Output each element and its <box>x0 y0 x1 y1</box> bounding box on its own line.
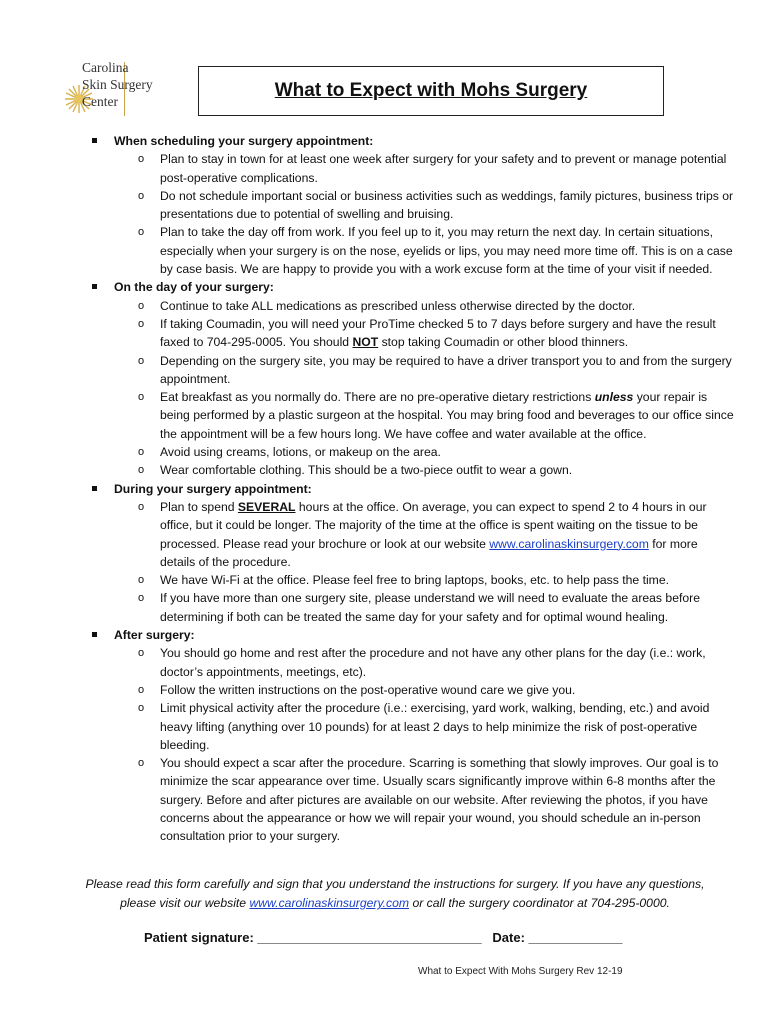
list-item <box>0 699 770 754</box>
item-text: your repair is being performed by a plastic surgeon at the hospital. You may bring food and beverages to our office since the appointment will be a few hours long. We have coffee and water available at the office. <box>160 390 734 441</box>
circle-bullet-icon: o <box>138 757 145 770</box>
square-bullet-icon <box>92 632 97 637</box>
circle-bullet-icon: o <box>138 226 145 239</box>
circle-bullet-icon: o <box>138 702 145 715</box>
item-text: Eat breakfast as you normally do. There are no pre-operative dietary restrictions <box>160 390 595 405</box>
list-item <box>0 388 770 443</box>
item-text: You should expect a scar after the procedure. Scarring is something that slowly improves. Our goal is to minimize the scar appearance over time. Usually scars significantly improve within 6-8 months after the surgery. Before and after pictures are available on our website. After reviewing the photos, if you have concerns about the appearance or how we will repair your wound, you should schedule an in-person consultation prior to your surgery. <box>160 756 719 844</box>
footer-revision: What to Expect With Mohs Surgery Rev 12-19 <box>418 966 623 977</box>
list-item <box>0 754 770 845</box>
item-text: If you feel up to it, you may return the next day. In certain situations, especially when your surgery is on the nose, eyelids or lips, you may need more time off. This is on a case by case basis. We are happy to provide you with a work excuse form at the time of your visit if needed. <box>160 225 733 277</box>
patient-signature-label: Patient signature: <box>144 930 258 945</box>
item-text: Avoid using creams, lotions, or makeup on the area. <box>160 445 441 460</box>
circle-bullet-icon: o <box>138 354 145 367</box>
item-text: NOT <box>352 335 379 350</box>
instructions-list <box>0 132 770 846</box>
note-line-1: Please read this form carefully and sign that you understand the instructions for surgery. If you have any questions, <box>85 877 705 891</box>
website-link[interactable]: www.carolinaskinsurgery.com <box>249 896 410 910</box>
item-text: for more details of the procedure. <box>160 536 698 569</box>
page-title: What to Expect with Mohs Surgery <box>274 80 588 101</box>
section-heading-text: After surgery: <box>114 628 195 643</box>
item-text: hours at the office. On average, you can expect to spend 2 to 4 hours in our office, but it could be longer. The majority of the time at the office is spent waiting on the tissue to be processed. Please read your brochure or look at our website <box>160 499 707 551</box>
circle-bullet-icon: o <box>138 592 145 605</box>
note-line-2-pre: please visit our website <box>120 896 250 910</box>
circle-bullet-icon: o <box>138 464 145 477</box>
list-item <box>0 589 770 626</box>
item-text: Wear comfortable clothing. This should be a two-piece outfit to wear a gown. <box>160 463 573 478</box>
item-text: If you have more than one surgery site, please understand we will need to evaluate the areas before determining if both can be treated the same day for your safety and for optimal wound healing. <box>160 591 700 624</box>
circle-bullet-icon: o <box>138 574 145 587</box>
section-heading-text: During your surgery appointment: <box>114 481 312 496</box>
circle-bullet-icon: o <box>138 446 145 459</box>
circle-bullet-icon: o <box>138 299 145 312</box>
item-text: as prescribed unless otherwise directed by the doctor. <box>341 298 636 313</box>
company-logo <box>50 58 190 118</box>
item-text: Continue to take ALL medications <box>160 298 342 313</box>
list-item <box>0 315 770 352</box>
section-heading <box>0 626 770 644</box>
item-text: Plan to <box>160 152 202 167</box>
instructions-note <box>50 875 740 913</box>
item-text: stay in town for at least one week <box>201 152 382 167</box>
section-heading-text: On the day of your surgery: <box>114 280 274 295</box>
square-bullet-icon <box>92 138 97 143</box>
patient-signature-line[interactable]: _______________________________ <box>257 930 482 945</box>
logo-line-2: Skin Surgery <box>82 77 153 92</box>
item-text: You should go home and rest after the procedure and not have any other plans for the day (i.e.: work, doctor’s appointments, meetings, etc). <box>160 646 706 679</box>
list-item <box>0 498 770 571</box>
logo-line-3: Center <box>82 94 118 109</box>
logo-line-1: Carolina <box>82 60 129 75</box>
list-item <box>0 187 770 224</box>
circle-bullet-icon: o <box>138 683 145 696</box>
list-item <box>0 352 770 389</box>
section-heading-text: When scheduling your surgery appointment: <box>114 134 374 148</box>
signature-row <box>144 930 623 945</box>
circle-bullet-icon: o <box>138 189 145 202</box>
item-text: Plan to spend <box>160 499 238 514</box>
item-text: Plan to take the day off from work. <box>160 225 345 240</box>
date-line[interactable]: _____________ <box>528 930 623 945</box>
list-item <box>0 297 770 315</box>
item-text: after surgery for your safety and to prevent or manage potential post-operative complications. <box>160 152 727 185</box>
square-bullet-icon <box>92 486 97 491</box>
circle-bullet-icon: o <box>138 647 145 660</box>
item-text: stop taking Coumadin or other blood thinners. <box>378 335 629 350</box>
circle-bullet-icon: o <box>138 317 145 330</box>
date-label: Date: <box>481 930 529 945</box>
list-item <box>0 571 770 589</box>
list-item <box>0 443 770 461</box>
item-text: SEVERAL <box>237 499 296 514</box>
note-line-2-post: or call the surgery coordinator at 704-295-0000. <box>409 896 670 910</box>
list-item <box>0 644 770 681</box>
section-heading <box>0 480 770 498</box>
circle-bullet-icon: o <box>138 500 145 513</box>
circle-bullet-icon: o <box>138 391 145 404</box>
section-heading <box>0 132 770 150</box>
item-text: Follow the written instructions on the post-operative wound care we give you. <box>160 682 576 697</box>
item-text: unless <box>594 390 634 405</box>
list-item <box>0 681 770 699</box>
list-item <box>0 150 770 187</box>
item-text: to help minimize the risk of post-operative bleeding. <box>160 719 698 752</box>
title-box <box>198 66 664 116</box>
section-heading <box>0 278 770 296</box>
list-item <box>0 223 770 278</box>
item-text: We have Wi-Fi at the office. Please feel free to bring laptops, books, etc. to help pass the time. <box>160 573 669 588</box>
item-text: If taking Coumadin, you will need your ProTime checked 5 to 7 days before surgery and have the result faxed to 704-295-0005. You should <box>160 316 716 350</box>
item-text: Do not schedule important social or business activities such as weddings, family pictures, business trips or presentations due to potential of swelling and bruising. <box>160 188 734 222</box>
website-link[interactable]: www.carolinaskinsurgery.com <box>489 536 649 551</box>
square-bullet-icon <box>92 284 97 289</box>
item-text: Limit physical activity after the procedure (i.e.: exercising, yard work, walking, bending, etc.) and avoid heavy lifting (anything over 10 pounds) for <box>160 701 710 734</box>
item-text: at least 2 days <box>390 719 469 734</box>
item-text: Depending on the surgery site, you may be required to have a driver transport you to and from the surgery appointment. <box>160 353 732 386</box>
list-item <box>0 461 770 479</box>
circle-bullet-icon: o <box>138 153 145 166</box>
